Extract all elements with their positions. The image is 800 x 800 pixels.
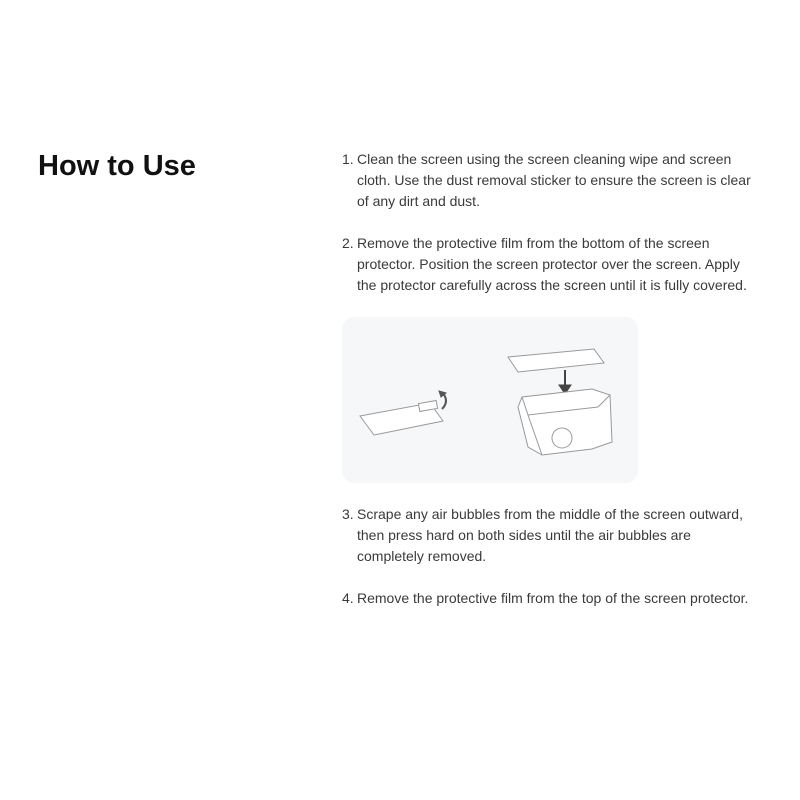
installation-illustration bbox=[342, 317, 638, 483]
screen-protector-icon bbox=[508, 349, 604, 372]
step-text: Scrape any air bubbles from the middle of the screen outward, then press hard on both sides until the air bubbles are completely removed. bbox=[357, 506, 743, 564]
step-1 bbox=[342, 149, 762, 212]
step-number: 4. bbox=[342, 590, 354, 606]
page-title: How to Use bbox=[38, 150, 196, 182]
step-4 bbox=[342, 588, 762, 609]
step-number: 3. bbox=[342, 506, 354, 522]
step-2 bbox=[342, 233, 762, 296]
steps-list bbox=[342, 149, 762, 630]
step-text: Clean the screen using the screen cleaning wipe and screen cloth. Use the dust removal sticker to ensure the screen is clear of any dirt and dust. bbox=[357, 151, 751, 209]
step-number: 1. bbox=[342, 151, 354, 167]
step-text: Remove the protective film from the top of the screen protector. bbox=[357, 590, 749, 606]
down-arrow-icon bbox=[559, 370, 571, 394]
step-3 bbox=[342, 504, 762, 567]
step-text: Remove the protective film from the bottom of the screen protector. Position the screen protector over the screen. Apply the protector carefully across the screen until it is fully covered. bbox=[357, 235, 747, 293]
device-icon bbox=[518, 389, 612, 455]
peeling-film-icon bbox=[360, 391, 446, 435]
step-number: 2. bbox=[342, 235, 354, 251]
